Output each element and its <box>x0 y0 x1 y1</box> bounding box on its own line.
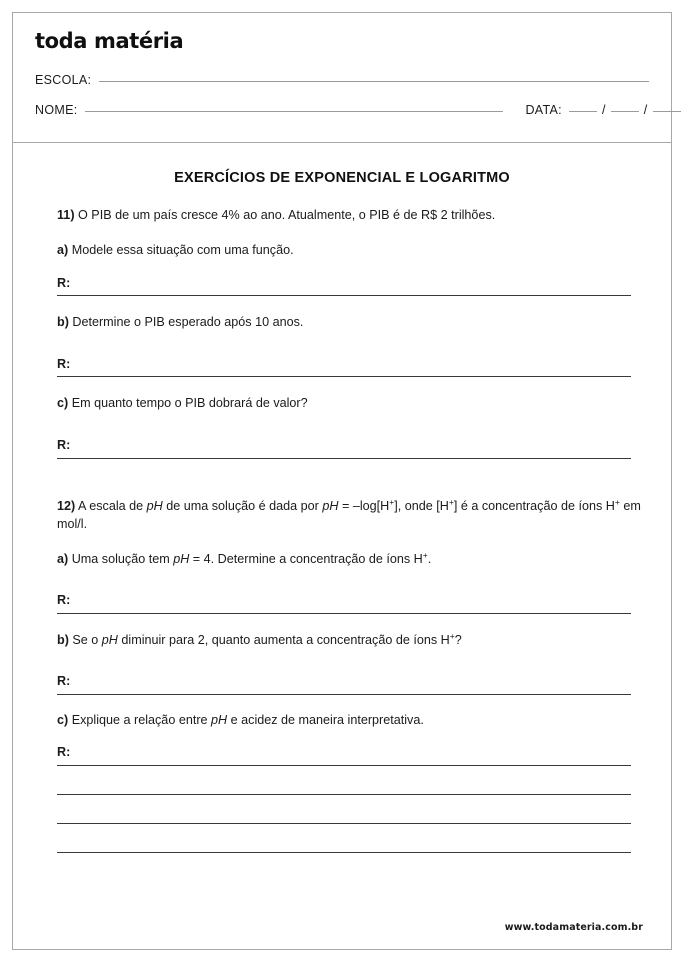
question-12b-part-2: diminuir para 2, quanto aumenta a concentração de íons H <box>117 633 450 648</box>
question-12c-part-2: e acidez de maneira interpretativa. <box>227 713 424 728</box>
answer-label-12a: R: <box>57 593 71 608</box>
question-12a-sup: + <box>422 549 428 560</box>
worksheet-body <box>13 143 671 949</box>
date-field-group <box>525 103 680 117</box>
question-12c-part-1: Explique a relação entre <box>71 713 212 728</box>
question-12b-ph: pH <box>101 633 118 648</box>
school-field-row <box>35 73 649 87</box>
question-12a-letter: a) <box>57 552 69 567</box>
answer-block-12b <box>57 675 643 695</box>
question-11b-prompt: Determine o PIB esperado após 10 anos. <box>72 315 304 330</box>
page-title: EXERCÍCIOS DE EXPONENCIAL E LOGARITMO <box>174 170 510 186</box>
question-12-sup-3: + <box>614 496 620 507</box>
school-field-label: ESCOLA: <box>35 73 92 87</box>
date-month-blank[interactable] <box>611 111 639 112</box>
date-separator-1: / <box>601 103 606 117</box>
question-12-ph-2: pH <box>322 498 339 513</box>
question-12a-part-2: = 4. Determine a concentração de íons H <box>189 552 423 567</box>
question-11-text: O PIB de um país cresce 4% ao ano. Atualmente, o PIB é de R$ 2 trilhões. <box>78 208 496 222</box>
answer-block-12c <box>57 746 643 766</box>
question-11c-prompt: Em quanto tempo o PIB dobrará de valor? <box>71 396 308 411</box>
school-field-rule[interactable] <box>99 81 649 82</box>
question-12b-letter: b) <box>57 633 69 648</box>
question-11-number: 11) <box>57 208 75 222</box>
exercise-content <box>13 206 671 853</box>
question-11b-letter: b) <box>57 315 69 330</box>
answer-block-11c <box>57 439 643 459</box>
footer-url: www.todamateria.com.br <box>504 922 643 933</box>
answer-label-11b: R: <box>57 356 71 371</box>
question-12-part-6: em mol/l. <box>57 498 641 531</box>
date-field-label: DATA: <box>525 103 562 117</box>
answer-line-12c-3[interactable] <box>57 823 631 824</box>
question-12a-ph: pH <box>173 552 190 567</box>
question-12a-part-3: . <box>427 552 432 567</box>
answer-label-12c: R: <box>57 745 71 760</box>
question-12-sup-2: + <box>448 496 454 507</box>
answer-line-12a[interactable] <box>57 613 631 614</box>
brand-logo: toda matéria <box>35 29 184 53</box>
question-12b-sup: + <box>449 630 455 641</box>
question-12c-letter: c) <box>57 713 69 728</box>
question-11b-text <box>57 313 643 331</box>
date-separator-2: / <box>643 103 648 117</box>
question-12b-part-3: ? <box>454 633 462 648</box>
question-12a-part-1: Uma solução tem <box>71 552 174 567</box>
answer-line-11a[interactable] <box>57 295 631 296</box>
worksheet-page <box>12 12 672 950</box>
answer-line-12c-4[interactable] <box>57 852 631 853</box>
question-12-part-3: = –log[H <box>338 498 390 513</box>
name-field-rule[interactable] <box>85 111 503 112</box>
question-11a-letter: a) <box>57 243 69 258</box>
question-11-statement <box>57 206 643 224</box>
answer-label-11a: R: <box>57 275 71 290</box>
question-12c-text <box>57 711 643 729</box>
question-11c-text <box>57 394 643 412</box>
question-11a-text <box>57 241 643 259</box>
answer-label-12b: R: <box>57 674 71 689</box>
answer-line-12c-2[interactable] <box>57 794 631 795</box>
answer-line-11b[interactable] <box>57 376 631 377</box>
answer-label-11c: R: <box>57 437 71 452</box>
question-12-ph-1: pH <box>146 498 163 513</box>
question-12-part-5: ] é a concentração de íons H <box>453 498 615 513</box>
question-11c-letter: c) <box>57 396 69 411</box>
name-field-label: NOME: <box>35 103 78 117</box>
question-12a-text <box>57 550 643 568</box>
question-12-part-2: de uma solução é dada por <box>162 498 323 513</box>
question-12b-part-1: Se o <box>72 633 102 648</box>
name-field-row <box>35 103 649 117</box>
answer-line-12c-1[interactable] <box>57 765 631 766</box>
answer-block-11b <box>57 358 643 378</box>
question-12c-ph: pH <box>211 713 228 728</box>
question-12-part-1: A escala de <box>78 498 147 513</box>
question-12-number: 12) <box>57 498 76 513</box>
answer-line-11c[interactable] <box>57 458 631 459</box>
date-day-blank[interactable] <box>569 111 597 112</box>
question-12-part-4: ], onde [H <box>394 498 449 513</box>
question-12b-text <box>57 631 643 649</box>
worksheet-header <box>13 13 671 143</box>
question-11a-prompt: Modele essa situação com uma função. <box>71 243 294 258</box>
question-12-sup-1: + <box>389 496 395 507</box>
question-12-statement <box>57 497 643 534</box>
answer-block-12a <box>57 594 643 614</box>
date-year-blank[interactable] <box>653 111 681 112</box>
answer-line-12b[interactable] <box>57 694 631 695</box>
answer-block-11a <box>57 277 643 297</box>
